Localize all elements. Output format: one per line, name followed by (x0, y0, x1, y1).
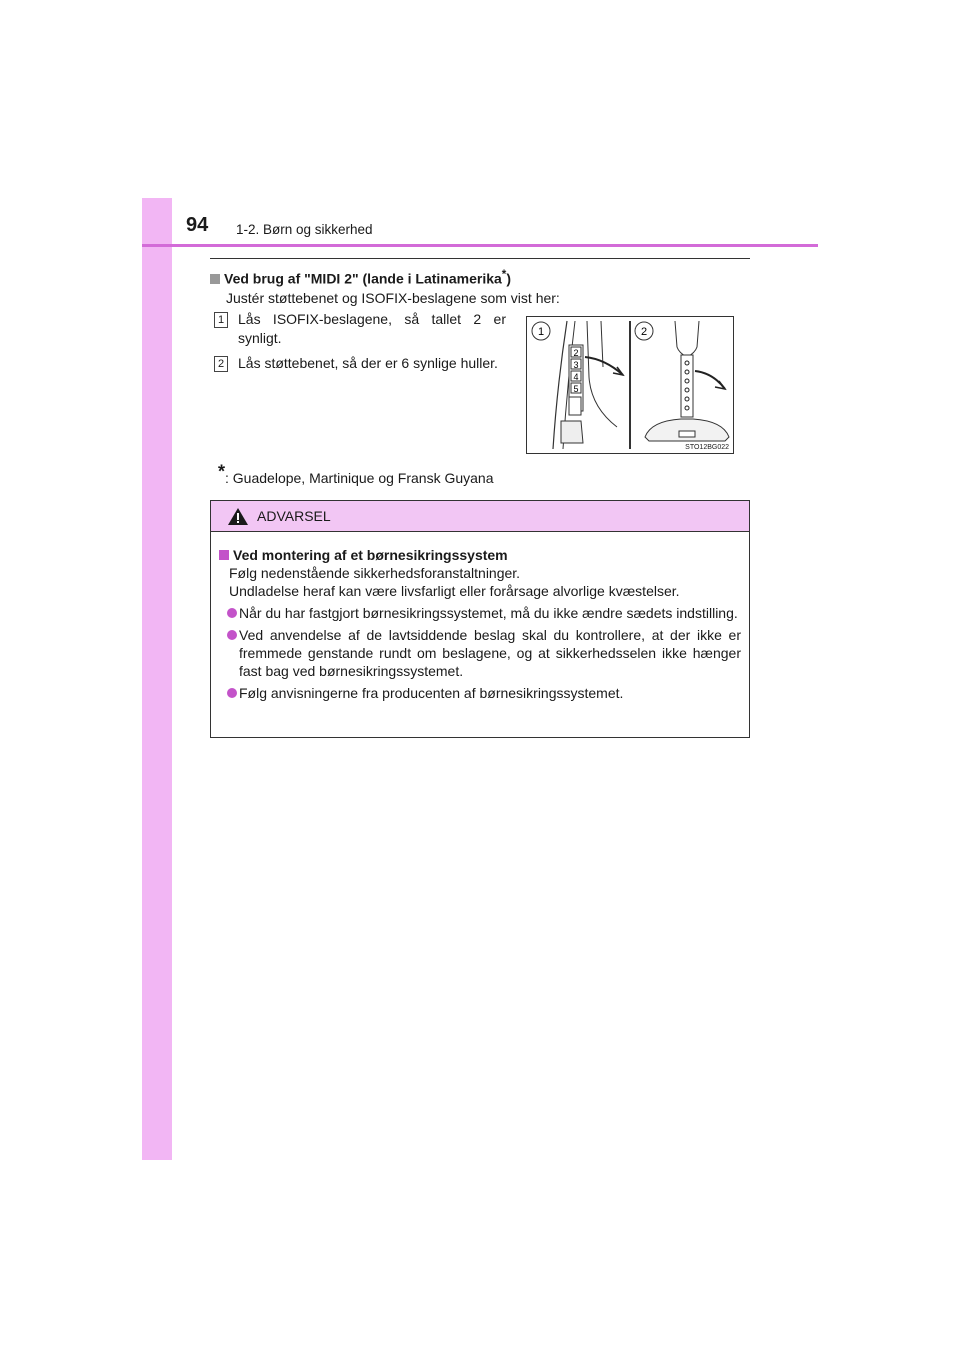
side-band (142, 198, 172, 1160)
section-divider (210, 258, 750, 259)
section-title: 1-2. Børn og sikkerhed (236, 222, 373, 237)
warning-box (210, 500, 750, 738)
scale-number: 2 (573, 348, 579, 358)
warning-bullet: Følg anvisningerne fra producenten af børnesikringssystemet. (219, 684, 741, 702)
step-text: Lås støttebenet, så der er 6 synlige huller. (238, 355, 498, 371)
step-number: 1 (214, 312, 228, 328)
warning-triangle-icon (227, 507, 249, 526)
warning-header (211, 501, 749, 532)
figure-callout-2: 2 (640, 326, 648, 338)
footnote: *: Guadelope, Martinique og Fransk Guyana (218, 461, 494, 486)
isofix-figure (526, 316, 734, 454)
isofix-illustration (527, 317, 733, 453)
step-number: 2 (214, 356, 228, 372)
figure-code: STO12BG022 (685, 444, 729, 451)
step-1 (214, 310, 506, 348)
warning-paragraph: Følg nedenstående sikkerhedsforanstaltninger. (229, 565, 521, 581)
square-bullet-icon (210, 274, 220, 284)
warning-paragraph: Undladelse heraf kan være livsfarligt eller forårsage alvorlige kvæstelser. (229, 583, 680, 599)
figure-callout-1: 1 (537, 326, 545, 338)
warning-bullet: Når du har fastgjort børnesikringssystemet, må du ikke ændre sædets indstilling. (219, 604, 741, 622)
page-number: 94 (186, 214, 209, 236)
scale-number: 3 (573, 360, 579, 370)
heading-asterisk: * (501, 268, 507, 281)
warning-title: ADVARSEL (257, 508, 331, 524)
footnote-asterisk: * (218, 461, 226, 482)
step-2 (214, 354, 506, 373)
round-bullet-icon (227, 688, 237, 698)
page-header (172, 212, 818, 246)
step-text: Lås ISOFIX-beslagene, så tallet 2 er synligt. (238, 311, 506, 346)
round-bullet-icon (227, 608, 237, 618)
midi-heading: Ved brug af "MIDI 2" (lande i Latinamerika*) (210, 268, 511, 287)
square-bullet-icon (219, 550, 229, 560)
header-rule (142, 244, 818, 247)
midi-intro: Justér støttebenet og ISOFIX-beslagene som vist her: (226, 290, 560, 306)
warning-body (211, 532, 749, 702)
warning-bullet: Ved anvendelse af de lavtsiddende beslag skal du kontrollere, at der ikke er fremmede genstande rundt om beslagene, og at sikkerhedsselen ikke hænger fast bag ved børnesikringssystemet. (219, 626, 741, 680)
scale-number: 4 (573, 372, 579, 382)
round-bullet-icon (227, 630, 237, 640)
warning-heading: Ved montering af et børnesikringssystem (219, 546, 741, 564)
scale-number: 5 (573, 384, 579, 394)
